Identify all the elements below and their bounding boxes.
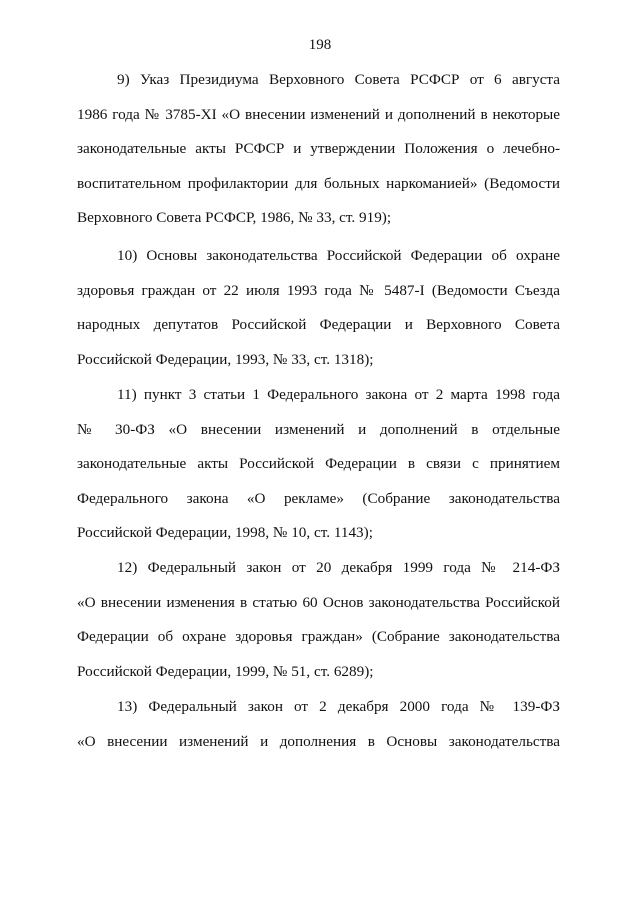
list-item-11-text: № 30-ФЗ «О внесении изменений и дополнений в отдельные законодательные акты Российской Федерации в связи с принятием Федерального закона «О рекламе» (Собрание законодательства Российской Федерации, 1998, № 10, ст. 1143); (77, 420, 560, 541)
list-item-12-first-line: 12) Федеральный закон от 20 декабря 1999 года № 214-ФЗ (117, 559, 560, 576)
list-item-13-first-line: 13) Федеральный закон от 2 декабря 2000 года № 139-ФЗ (117, 698, 560, 715)
list-item-13-text: «О внесении изменений и дополнения в Основы законодательства (77, 732, 560, 750)
list-item-9 (77, 63, 560, 236)
list-item-11-first-line: 11) пункт 3 статьи 1 Федерального закона от 2 марта 1998 года (117, 386, 560, 403)
list-item-9-first-line: 9) Указ Президиума Верховного Совета РСФСР от 6 августа (117, 71, 560, 88)
list-item-13 (77, 690, 560, 759)
list-item-12-text: «О внесении изменения в статью 60 Основ законодательства Российской Федерации об охране здоровья граждан» (Собрание законодательства Российской Федерации, 1999, № 51, ст. 6289); (77, 593, 560, 680)
list-item-10-text: здоровья граждан от 22 июля 1993 года № 5487-I (Ведомости Съезда народных депутатов Российской Федерации и Верховного Совета Российской Федерации, 1993, № 33, ст. 1318); (77, 281, 560, 368)
list-item-10 (77, 239, 560, 377)
list-item-9-text: 1986 года № 3785-XI «О внесении изменений и дополнений в некоторые законодательные акты РСФСР и утверждении Положения о лечебно-воспитательном профилактории для больных наркоманией» (Ведомости Верховного Совета РСФСР, 1986, № 33, ст. 919); (77, 105, 560, 226)
list-item-10-first-line: 10) Основы законодательства Российской Федерации об охране (117, 247, 560, 264)
page-number: 198 (308, 37, 332, 53)
list-item-11 (77, 378, 560, 551)
list-item-12 (77, 551, 560, 689)
